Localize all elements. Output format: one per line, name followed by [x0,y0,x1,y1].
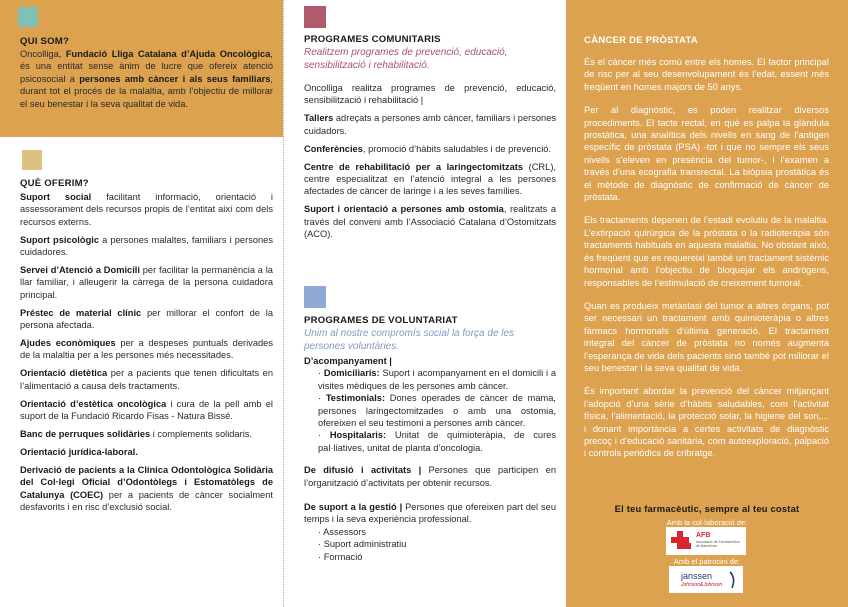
difusio-item: De difusió i activitats | Persones que participen en l’organització d’activitats per obtenir recursos. [304,465,556,488]
column-right [566,0,848,607]
sand-square-icon [22,150,42,170]
programa-item: Tallers adreçats a persones amb càncer, familiars i persones cuidadors. [304,113,557,136]
blue-square-icon [304,286,326,308]
gestio-list [304,526,556,563]
column-middle [283,0,566,607]
service-item: Derivació de pacients a la Clínica Odontològica Solidària del Col·legi Oficial d’Odontòlegs i Estomatòlegs de Catalunya (COEC) per a pacients de càncer socialment desfavorits i en risc d’exclusió social. [20,464,273,513]
prostata-paragraph: Els tractaments depenen de l’estadi evolutiu de la malaltia. L’extirpació quirúrgica de la pròstata o la radioteràpia són tractaments habituals en aquesta malaltia. No obstant això, és freqüent que es requereixi també un tractament sistèmic hormonal amb l’objectiu de bloquejar els andrògens, responsables de l’estimulació de creixement tumoral. [584,215,829,288]
acompanyament-item: · Domiciliaris: Suport i acompanyament en el domicili i a visites mèdiques de les persones amb càncer. [318,368,556,391]
acompanyament-title: D’acompanyament | [304,356,392,366]
prostata-paragraph: Per al diagnòstic, es poden realitzar diversos procediments. El tacte rectal, en què es palpa la glàndula prostàtica, una analítica dels nivells en sang de l’antigen específic de pròstata (PSA) -tot i que no sempre els seus nivells s’eleven en presència del tumor-, i l’examen a través d’una ecografia transrectal. La biòpsia prostàtica és el mètode de diagnòstic de confirmació de càncer de pròstata. [584,105,829,203]
bullet-icon: · [318,393,326,404]
janssen-logo-text: janssen [681,571,713,581]
bullet-icon: · [318,539,324,550]
gestio-list-item: · Assessors [318,526,367,537]
que-oferim-heading: QUÈ OFERIM? [20,178,89,189]
voluntariat-subtitle: Unim al nostre compromís social la força de les persones voluntàries. [304,328,515,352]
service-item: Servei d’Atenció a Domicili per facilitar la permanència a la llar familiar, i alleugerir la càrrega de la persona cuidadora principal. [20,265,273,300]
column-left [0,0,283,607]
acompanyament-item: · Hospitalaris: Unitat de quimioteràpia, de cures pal·liatives, unitat de planta d’oncologia. [318,430,556,453]
service-item: Orientació jurídica-laboral. [20,446,138,457]
service-item: Préstec de material clínic per millorar el confort de la persona afectada. [20,307,273,331]
teal-square-icon [18,7,38,27]
acompanyament-item: · Testimonials: Dones operades de càncer de mama, persones laringectomitzades o amb una ostomia, ofereixen el seu testimoni a persones amb càncer. [318,393,556,429]
programa-item: Centre de rehabilitació per a laringectomitzats (CRL), centre especialitzat en l’atenció integral a les persones afectades de càncer de laringe i a les seves famílies. [304,161,556,197]
bullet-icon: · [318,526,324,537]
programes-text [304,82,556,246]
janssen-logo-sub: Johnson&Johnson [681,582,723,588]
que-oferim-list [20,191,273,519]
prostata-paragraph: És important abordar la prevenció del càncer mitjançant l’adopció d’una sèrie d’hàbits saludables, com l’activitat física, l’alimentació, la protecció solar, la higiene del son,... i donant importància a certes activitats de diagnòstic precoç i d’educació sanitària, com autoexploració, palpació i controls periòdics de cribratge. [584,386,829,459]
bullet-icon: · [318,368,324,379]
programa-item: Conferències, promoció d’hàbits saludables i de prevenció. [304,143,552,154]
service-item: Suport social facilitant informació, orientació i assessorament dels recursos propis de l’entitat així com dels recursos externs. [20,192,273,227]
voluntariat-text [304,355,556,563]
rose-square-icon [304,6,326,28]
prostata-paragraph: Quan es produeix metàstasi del tumor a altres òrgans, pot ser necessari un tractament amb quimioteràpia o altres fàrmacs hormonals d’última generació. El tractament integral del càncer de pròstata no només augmenta l’esperança de vida dels pacients sinó també pot millorar el seu benestar i la seva qualitat de vida. [584,300,829,373]
qui-som-heading: QUI SOM? [20,36,70,47]
service-item: Ajudes econòmiques per a despeses puntuals derivades de la malaltia per a les persones més necessitades. [20,338,273,361]
janssen-logo [669,566,743,593]
prostata-paragraph: És el càncer més comú entre els homes. El factor principal de risc per al seu desenvolupament és l’edat, essent més freqüent en homes majors de 50 anys. [584,57,829,92]
gestio-list-item: · Suport administratiu [318,539,407,550]
service-item: Suport psicològic a persones malaltes, familiars i persones cuidadores. [20,234,273,258]
acompanyament-list [304,367,556,454]
programes-heading: PROGRAMES COMUNITARIS [304,34,441,45]
patron-label: Amb el patrocini de: [673,557,741,566]
bullet-icon: · [318,430,330,441]
programa-item: Suport i orientació a persones amb ostomia, realitzats a través del conveni amb l’Associació Catalana d’Ostomitzats (ACO). [304,204,556,240]
cancer-prostata-text [584,56,829,471]
collab-label: Amb la col·laboració de: [666,518,748,527]
afb-logo-text: AFB [696,532,711,539]
afb-logo-sub: Associació de Farmacèutics de Barcelona [696,540,740,548]
afb-logo [666,527,746,555]
service-item: Orientació d’estètica oncològica i cura de la pell amb el suport de la Fundació Ricardo Fisas - Natura Bissé. [20,398,273,422]
programes-subtitle: Realitzem programes de prevenció, educació, sensibilització i rehabilitació. [304,47,508,71]
bullet-icon: · [318,551,324,562]
service-item: Banc de perruques solidàries i complements solidaris. [20,429,252,439]
gestio-list-item: · Formació [318,551,363,562]
gestio-item: De suport a la gestió | Persones que ofereixen part del seu temps i la seva experiència professional. [304,502,557,525]
slogan: El teu farmacèutic, sempre al teu costat [614,503,800,514]
cancer-prostata-heading: CÀNCER DE PRÒSTATA [584,35,698,46]
service-item: Orientació dietètica per a pacients que tenen dificultats en l’alimentació a causa dels tractaments. [20,368,273,391]
qui-som-text: Oncolliga, Fundació Lliga Catalana d’Ajuda Oncològica, és una entitat sense ànim de lucre que ofereix atenció psicosocial a persones amb càncer i als seus familiars, durant tot el procés de la malaltia, amb l’objectiu de millorar el seu benestar i la seva qualitat de vida. [20,49,273,109]
programes-intro: Oncolliga realitza programes de prevenció, educació, sensibilització i rehabilitació | [304,83,556,106]
janssen-swoosh-icon [727,570,739,590]
voluntariat-heading: PROGRAMES DE VOLUNTARIAT [304,315,458,326]
